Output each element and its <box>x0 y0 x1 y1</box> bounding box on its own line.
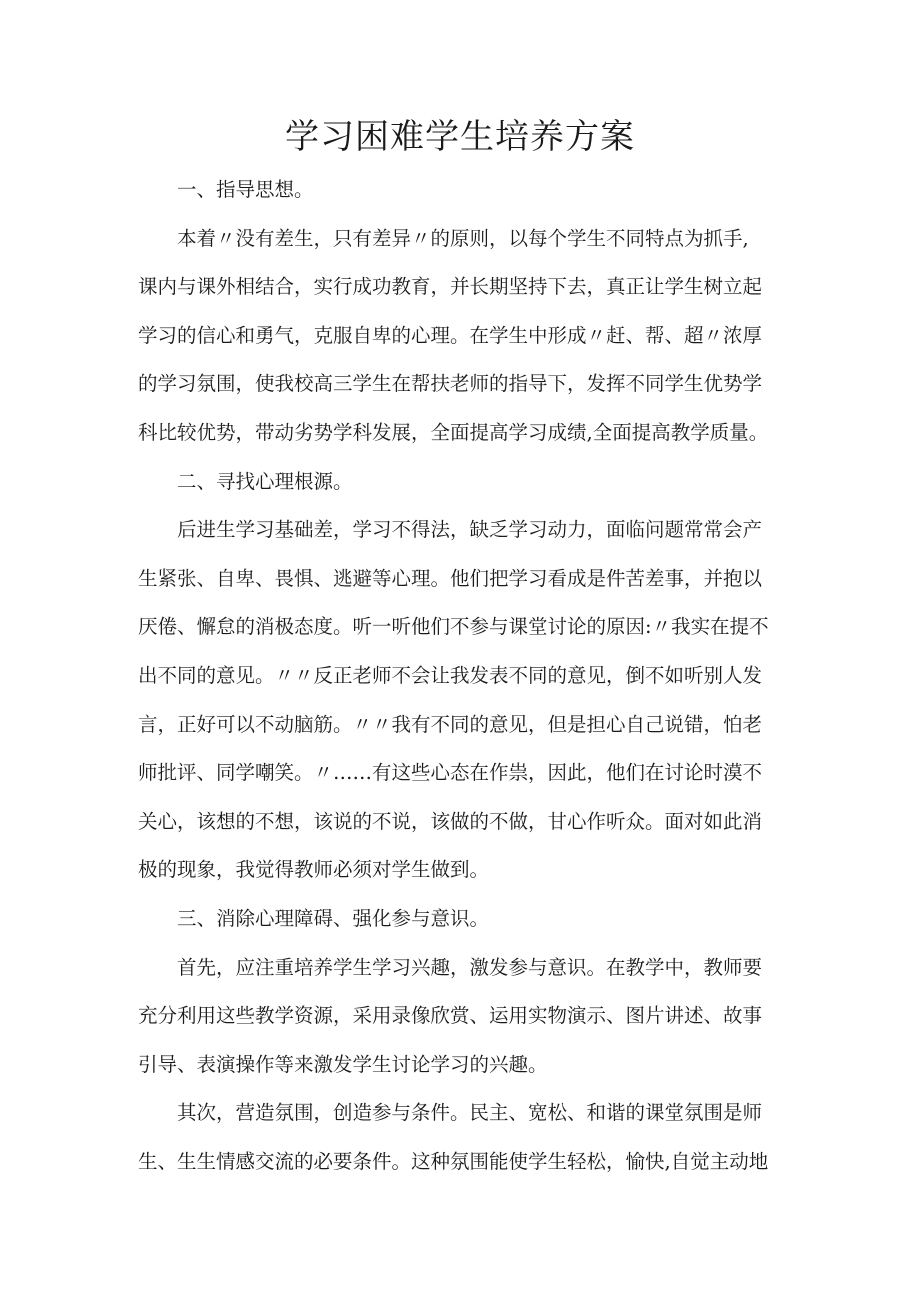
paragraph-line: 学习的信心和勇气，克服自卑的心理。在学生中形成〃赶、帮、超〃浓厚 <box>138 323 763 347</box>
paragraph-line: 言，正好可以不动脑筋。〃〃我有不同的意见，但是担心自己说错，怕老 <box>138 712 763 736</box>
paragraph-line: 生、生生情感交流的必要条件。这种氛围能使学生轻松，愉快,自觉主动地 <box>138 1149 769 1173</box>
paragraph-line: 首先，应注重培养学生学习兴趣，激发参与意识。在教学中，教师要 <box>177 955 763 979</box>
section-heading-guiding-thought: 一、指导思想。 <box>177 178 314 201</box>
paragraph-line: 关心，该想的不想，该说的不说，该做的不做，甘心作听众。面对如此消 <box>138 809 763 833</box>
document-title: 学习困难学生培养方案 <box>285 117 635 157</box>
paragraph-line: 生紧张、自卑、畏惧、逃避等心理。他们把学习看成是件苦差事，并抱以 <box>138 566 763 590</box>
paragraph-line: 后进生学习基础差，学习不得法，缺乏学习动力，面临问题常常会产 <box>177 518 763 542</box>
paragraph-line: 厌倦、懈怠的消极态度。听一听他们不参与课堂讨论的原因:〃我实在提不 <box>138 615 769 639</box>
paragraph-line: 科比较优势，带动劣势学科发展，全面提高学习成绩,全面提高教学质量。 <box>138 420 769 444</box>
document-body <box>138 166 786 1186</box>
section-heading-find-roots: 二、寻找心理根源。 <box>177 469 353 493</box>
paragraph-line: 充分利用这些教学资源，采用录像欣赏、运用实物演示、图片讲述、故事 <box>138 1004 763 1028</box>
paragraph-line: 其次，营造氛围，创造参与条件。民主、宽松、和谐的课堂氛围是师 <box>177 1101 763 1125</box>
paragraph-line: 引导、表演操作等来激发学生讨论学习的兴趣。 <box>138 1052 548 1076</box>
section-heading-remove-barriers: 三、消除心理障碍、强化参与意识。 <box>177 906 490 930</box>
paragraph-line: 本着〃没有差生，只有差异〃的原则，以每个学生不同特点为抓手, <box>177 226 749 250</box>
paragraph-line: 出不同的意见。〃〃反正老师不会让我发表不同的意见，倒不如听别人发 <box>138 663 763 687</box>
paragraph-line: 师批评、同学嘲笑。〃……有这些心态在作祟，因此，他们在讨论时漠不 <box>138 761 763 785</box>
paragraph-line: 的学习氛围，使我校高三学生在帮扶老师的指导下，发挥不同学生优势学 <box>138 372 763 396</box>
paragraph-line: 极的现象，我觉得教师必须对学生做到。 <box>138 858 490 882</box>
paragraph-line: 课内与课外相结合，实行成功教育，并长期坚持下去，真正让学生树立起 <box>138 275 763 299</box>
